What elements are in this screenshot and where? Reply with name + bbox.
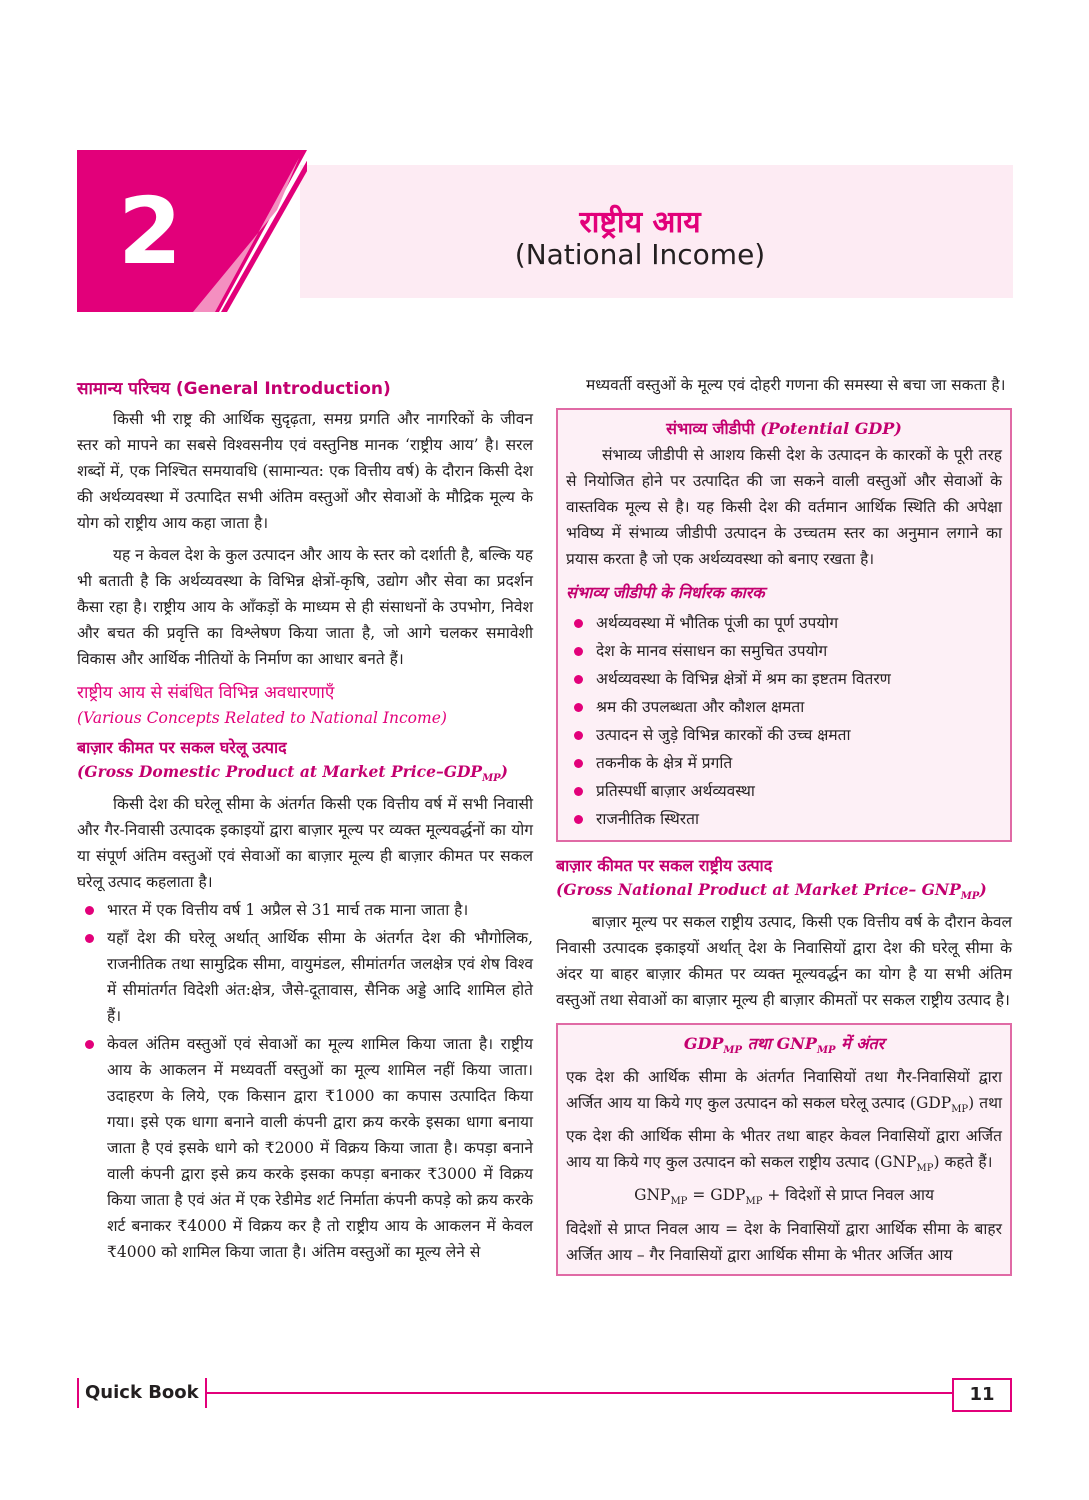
gnp-heading-hindi: बाज़ार कीमत पर सकल राष्ट्रीय उत्पाद (556, 856, 773, 875)
gdp-heading-hindi: बाज़ार कीमत पर सकल घरेलू उत्पाद (77, 738, 287, 757)
gdp-gnp-difference-box (556, 1023, 1012, 1275)
intro-heading: सामान्य परिचय (General Introduction) (77, 379, 391, 399)
list-item: उत्पादन से जुड़े विभिन्न कारकों की उच्च क्षमता (566, 722, 1002, 748)
right-column (556, 372, 1012, 1288)
potential-gdp-box (556, 408, 1012, 842)
list-item: श्रम की उपलब्धता और कौशल क्षमता (566, 694, 1002, 720)
gdp-paragraph: किसी देश की घरेलू सीमा के अंतर्गत किसी एक वित्तीय वर्ष में सभी निवासी और गैर-निवासी उत्पादक इकाइयों द्वारा बाज़ार मूल्य पर व्यक्त मूल्यवर्द्धनों का योग या संपूर्ण अंतिम वस्तुओं एवं सेवाओं का बाज़ार मूल्य ही बाज़ार कीमत पर सकल घरेलू उत्पाद कहलाता है। (77, 795, 533, 892)
left-column (77, 372, 533, 1267)
list-item: भारत में एक वित्तीय वर्ष 1 अप्रैल से 31 मार्च तक माना जाता है। (77, 897, 533, 923)
chapter-title-hindi: राष्ट्रीय आय (579, 205, 701, 240)
list-item: केवल अंतिम वस्तुओं एवं सेवाओं का मूल्य शामिल किया जाता है। राष्ट्रीय आय के आकलन में मध्यवर्ती वस्तुओं का मूल्य शामिल नहीं किया जाता। उदाहरण के लिये, एक किसान द्वारा ₹1000 का कपास उत्पादित किया गया। इसे एक धागा बनाने वाली कंपनी द्वारा क्रय करके इसका धागा बनाया जाता है एवं इसके धागे को ₹2000 में विक्रय किया जाता है। कपड़ा बनाने वाली कंपनी द्वारा इसे क्रय करके इसका कपड़ा बनाकर ₹3000 में विक्रय किया जाता है एवं अंत में एक रेडीमेड शर्ट निर्माता कंपनी कपड़े को क्रय करके शर्ट बनाकर ₹4000 में विक्रय कर है तो राष्ट्रीय आय के आकलन में केवल ₹4000 को शामिल किया जाता है। अंतिम वस्तुओं का मूल्य लेने से (77, 1031, 533, 1265)
gdp-heading-english: (Gross Domestic Product at Market Price–$GDP_{MP}$) (77, 762, 508, 785)
list-item: तकनीक के क्षेत्र में प्रगति (566, 750, 1002, 776)
footer-book-name: Quick Book (77, 1378, 207, 1408)
potential-gdp-paragraph: संभाव्य जीडीपी से आशय किसी देश के उत्पादन के कारकों के पूरी तरह से नियोजित होने पर उत्पादित की जा सकने वाली वस्तुओं और सेवाओं के वास्तविक मूल्य से है। यह किसी देश की वर्तमान आर्थिक स्थिति की अपेक्षा भविष्य में संभाव्य जीडीपी उत्पादन के उच्चतम स्तर का अनुमान लगाने का प्रयास करता है जो एक अर्थव्यवस्था को बनाए रखता है। (566, 446, 1002, 568)
gnp-paragraph: बाज़ार मूल्य पर सकल राष्ट्रीय उत्पाद, किसी एक वित्तीय वर्ष के दौरान केवल निवासी उत्पादक इकाइयों अर्थात् देश के निवासियों द्वारा देश की घरेलू सीमा के अंदर या बाहर बाज़ार कीमत पर व्यक्त मूल्यवर्द्धन का योग है या सभी अंतिम वस्तुओं तथा सेवाओं का बाज़ार मूल्य ही बाज़ार कीमतों पर सकल राष्ट्रीय उत्पाद है। (556, 913, 1012, 1010)
gdp-bullet-list (77, 897, 533, 1265)
chapter-title-english: (National Income) (514, 238, 766, 271)
intro-paragraph-2: यह न केवल देश के कुल उत्पादन और आय के स्तर को दर्शाती है, बल्कि यह भी बताती है कि अर्थव्यवस्था के विभिन्न क्षेत्रों-कृषि, उद्योग और सेवा का प्रदर्शन कैसा रहा है। राष्ट्रीय आय के आँकड़ों के माध्यम से ही संसाधनों के उपभोग, निवेश और बचत की प्रवृत्ति का विश्लेषण किया जाता है, जो आगे चलकर समावेशी विकास और आर्थिक नीतियों के निर्माण का आधार बनते हैं। (77, 546, 533, 668)
potential-gdp-factors-heading: संभाव्य जीडीपी के निर्धारक कारक (566, 583, 765, 602)
footer-rule (77, 1392, 1012, 1394)
list-item: प्रतिस्पर्धी बाज़ार अर्थव्यवस्था (566, 778, 1002, 804)
gnp-equation: $GNP_{MP} = GDP_{MP}$ + विदेशों से प्राप्त निवल आय (634, 1186, 934, 1208)
difference-box-title: $GDP_{MP}$ तथा $GNP_{MP}$ में अंतर (683, 1034, 885, 1057)
net-income-definition: विदेशों से प्राप्त निवल आय = देश के निवासियों द्वारा आर्थिक सीमा के बाहर अर्जित आय – गैर निवासियों द्वारा आर्थिक सीमा के भीतर अर्जित आय (566, 1219, 1002, 1264)
gnp-heading-english: (Gross National Product at Market Price– $GNP_{MP}$) (556, 880, 987, 903)
potential-gdp-title: संभाव्य जीडीपी (Potential GDP) (666, 419, 902, 438)
chapter-number: 2 (117, 178, 182, 285)
list-item: राजनीतिक स्थिरता (566, 806, 1002, 832)
potential-gdp-factors-list (566, 610, 1002, 832)
list-item: देश के मानव संसाधन का समुचित उपयोग (566, 638, 1002, 664)
list-item: अर्थव्यवस्था के विभिन्न क्षेत्रों में श्रम का इष्टतम वितरण (566, 666, 1002, 692)
difference-paragraph: एक देश की आर्थिक सीमा के अंतर्गत निवासियों तथा गैर-निवासियों द्वारा अर्जित आय या किये गए कुल उत्पादन को सकल घरेलू उत्पाद $(GDP_{MP})$ तथा एक देश की आर्थिक सीमा के भीतर तथा बाहर केवल निवासियों द्वारा अर्जित आय या किये गए कुल उत्पादन को सकल राष्ट्रीय उत्पाद $(GNP_{MP})$ कहते हैं। (566, 1068, 1002, 1175)
concepts-heading-hindi: राष्ट्रीय आय से संबंधित विभिन्न अवधारणाएँ (77, 683, 335, 703)
concepts-heading-english: (Various Concepts Related to National Income) (77, 709, 447, 727)
list-item: अर्थव्यवस्था में भौतिक पूंजी का पूर्ण उपयोग (566, 610, 1002, 636)
intro-paragraph-1: किसी भी राष्ट्र की आर्थिक सुदृढ़ता, समग्र प्रगति और नागरिकों के जीवन स्तर को मापने का सबसे विश्वसनीय एवं वस्तुनिष्ठ मानक ‘राष्ट्रीय आय’ है। सरल शब्दों में, एक निश्चित समयावधि (सामान्यत: एक वित्तीय वर्ष) के दौरान किसी देश की अर्थव्यवस्था में उत्पादित सभी अंतिम वस्तुओं और सेवाओं के मौद्रिक मूल्य के योग को राष्ट्रीय आय कहा जाता है। (77, 410, 533, 532)
list-item: यहाँ देश की घरेलू अर्थात् आर्थिक सीमा के अंतर्गत देश की भौगोलिक, राजनीतिक तथा सामुद्रिक सीमा, वायुमंडल, सीमांतर्गत जलक्षेत्र एवं शेष विश्व में सीमांतर्गत विदेशी अंत:क्षेत्र, जैसे-दूतावास, सैनिक अड्डे आदि शामिल होते हैं। (77, 925, 533, 1029)
page-number: 11 (952, 1378, 1012, 1412)
continuation-text: मध्यवर्ती वस्तुओं के मूल्य एवं दोहरी गणना की समस्या से बचा जा सकता है। (586, 376, 1006, 394)
